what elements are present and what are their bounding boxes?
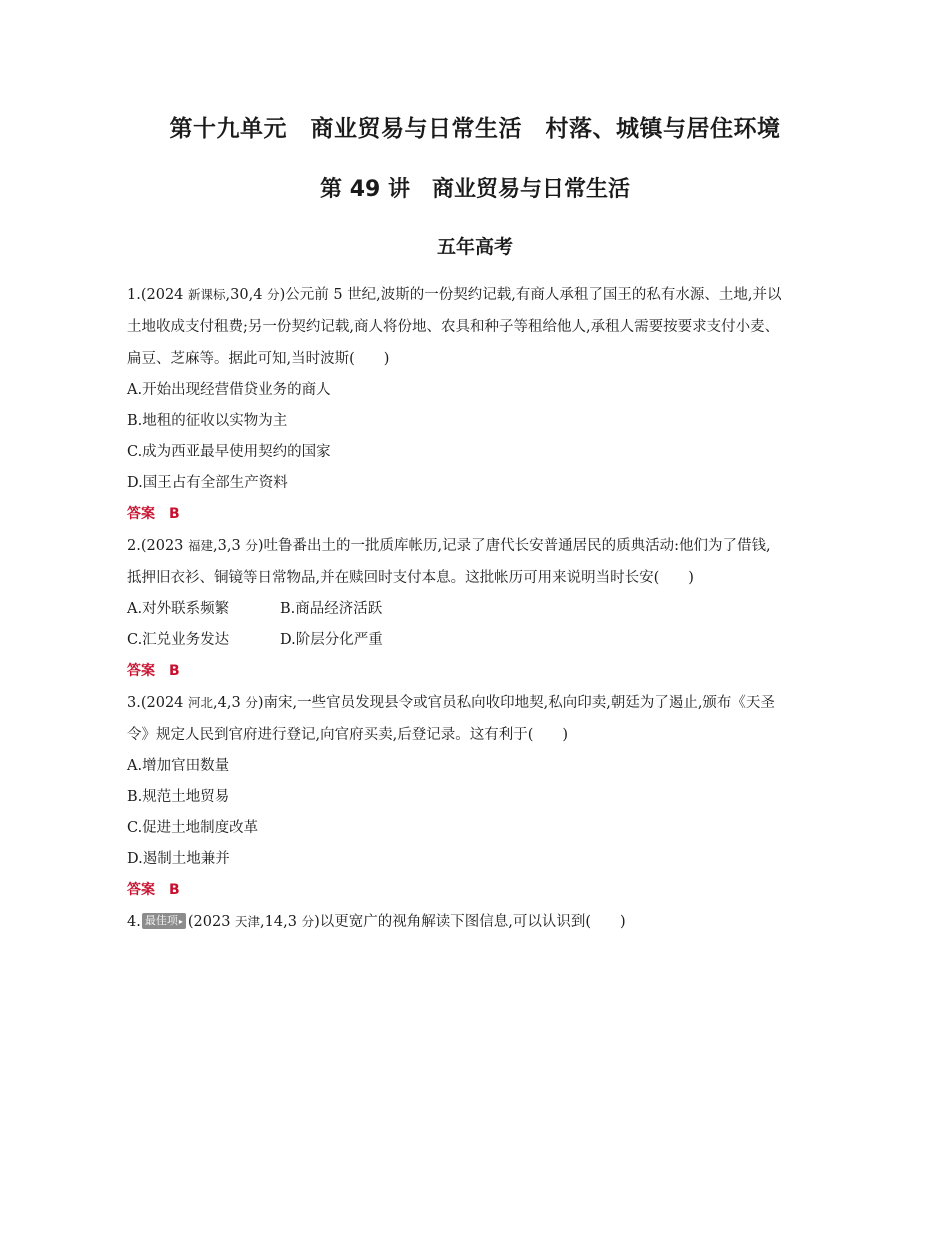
answer-value: B <box>169 506 180 522</box>
option-c: C.促进土地制度改革 <box>127 820 259 836</box>
question-number: 3. <box>127 695 141 711</box>
question-4 <box>127 906 827 937</box>
source-region: 福建 <box>188 538 214 553</box>
best-option-badge: 最佳项 ▸ <box>142 913 186 929</box>
answer-line: 答案 B <box>127 506 180 522</box>
section-title: 五年高考 <box>436 236 513 258</box>
option-a: A.开始出现经营借贷业务的商人 <box>127 382 331 398</box>
option-a: A.对外联系频繁 <box>127 601 230 617</box>
option-c: C.成为西亚最早使用契约的国家 <box>127 444 331 460</box>
option-row <box>127 594 827 625</box>
question-stem: 4. 最佳项 ▸ (2023 天津,14,3 分)以更宽广的视角解读下图信息,可以认识到( ) <box>127 906 827 937</box>
option-d: D.国王占有全部生产资料 <box>127 475 288 491</box>
unit-title: 第十九单元 商业贸易与日常生活 村落、城镇与居住环境 <box>169 116 781 142</box>
option-a: A.增加官田数量 <box>127 758 230 774</box>
question-stem: 3.(2024 河北,4,3 分)南宋,一些官员发现县令或官员私向收印地契,私向印卖,朝廷为了遏止,颁布《天圣 令》规定人民到官府进行登记,向官府买卖,后登记录。这有利于( ) <box>127 695 775 743</box>
question-2 <box>127 530 827 687</box>
question-number: 1. <box>127 287 141 303</box>
lesson-title: 第 49 讲 商业贸易与日常生活 <box>320 177 630 202</box>
answer-line: 答案 B <box>127 882 180 898</box>
option-b: B.地租的征收以实物为主 <box>127 413 288 429</box>
question-stem: 2.(2023 福建,3,3 分)吐鲁番出土的一批质库帐历,记录了唐代长安普通居民的质典活动:他们为了借钱, 抵押旧衣衫、铜镜等日常物品,并在赎回时支付本息。这批帐历可用来说明当时长安( ) <box>127 538 771 586</box>
question-number: 2. <box>127 538 141 554</box>
option-d: D.阶层分化严重 <box>280 632 383 648</box>
question-3 <box>127 687 827 906</box>
question-1 <box>127 279 827 530</box>
answer-value: B <box>169 882 180 898</box>
source-region: 天津 <box>235 914 261 929</box>
answer-value: B <box>169 663 180 679</box>
question-stem: 1.(2024 新课标,30,4 分)公元前 5 世纪,波斯的一份契约记载,有商人承租了国王的私有水源、土地,并以 土地收成支付租费;另一份契约记载,商人将份地、农具和种子等租给他人,承租人需要按要求支付小麦、 扁豆、芝麻等。据此可知,当时波斯( ) <box>127 287 782 367</box>
question-number: 4. <box>127 914 141 930</box>
source-region: 河北 <box>188 695 214 710</box>
answer-line: 答案 B <box>127 663 180 679</box>
option-c: C.汇兑业务发达 <box>127 632 230 648</box>
option-d: D.遏制土地兼并 <box>127 851 230 867</box>
option-b: B.商品经济活跃 <box>280 601 383 617</box>
question-list <box>127 279 827 937</box>
option-row <box>127 625 827 656</box>
option-b: B.规范土地贸易 <box>127 789 230 805</box>
source-region: 新课标 <box>188 287 226 302</box>
